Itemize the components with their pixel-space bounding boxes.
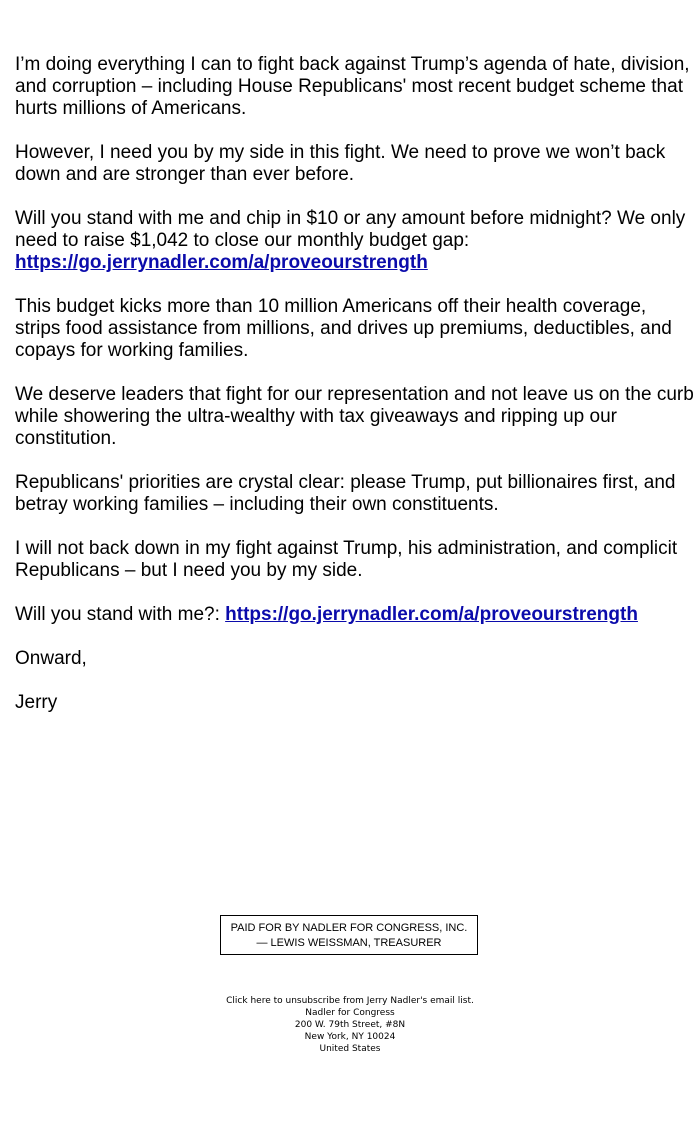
disclaimer-line-1: PAID FOR BY NADLER FOR CONGRESS, INC. bbox=[230, 922, 468, 934]
paragraph-donation-ask bbox=[15, 208, 695, 274]
signature: Jerry bbox=[15, 692, 58, 713]
paragraph-need-you: However, I need you by my side in this fight. We need to prove we won’t back down and are stronger than ever before. bbox=[15, 142, 666, 185]
paragraph-priorities: Republicans' priorities are crystal clear: please Trump, put billionaires first, and betray working families – including their own constituents. bbox=[15, 472, 676, 515]
footer-org: Nadler for Congress bbox=[305, 1008, 395, 1018]
footer-street: 200 W. 79th Street, #8N bbox=[294, 1020, 406, 1030]
paragraph-wont-back-down: I will not back down in my fight against Trump, his administration, and complicit Republicans – but I need you by my side. bbox=[15, 538, 678, 581]
footer-country: United States bbox=[319, 1044, 381, 1054]
email-body bbox=[15, 54, 695, 736]
footer-city: New York, NY 10024 bbox=[304, 1032, 396, 1042]
paragraph-budget-impact: This budget kicks more than 10 million Americans off their health coverage, strips food assistance from millions, and drives up premiums, deductibles, and copays for working families. bbox=[15, 296, 672, 361]
donate-link[interactable]: https://go.jerrynadler.com/a/proveourstrength bbox=[15, 252, 428, 273]
paragraph-stand-with-me bbox=[15, 604, 695, 626]
donate-link-secondary[interactable]: https://go.jerrynadler.com/a/proveourstrength bbox=[225, 604, 638, 625]
donation-ask-text: Will you stand with me and chip in $10 or any amount before midnight? We only need to raise $1,042 to close our monthly budget gap: bbox=[15, 208, 686, 251]
stand-with-me-text: Will you stand with me?: bbox=[15, 604, 220, 625]
closing: Onward, bbox=[15, 648, 87, 669]
paragraph-intro: I’m doing everything I can to fight back against Trump’s agenda of hate, division, and corruption – including House Republicans' most recent budget scheme that hurts millions of Americans. bbox=[15, 54, 690, 119]
disclaimer-line-2: — LEWIS WEISSMAN, TREASURER bbox=[256, 937, 442, 949]
paragraph-leaders: We deserve leaders that fight for our representation and not leave us on the curb while showering the ultra-wealthy with tax giveaways and ripping up our constitution. bbox=[15, 384, 694, 449]
email-footer bbox=[0, 995, 700, 1055]
paid-for-disclaimer bbox=[220, 915, 478, 955]
unsubscribe-link[interactable]: Click here to unsubscribe from Jerry Nadler's email list. bbox=[226, 996, 474, 1006]
